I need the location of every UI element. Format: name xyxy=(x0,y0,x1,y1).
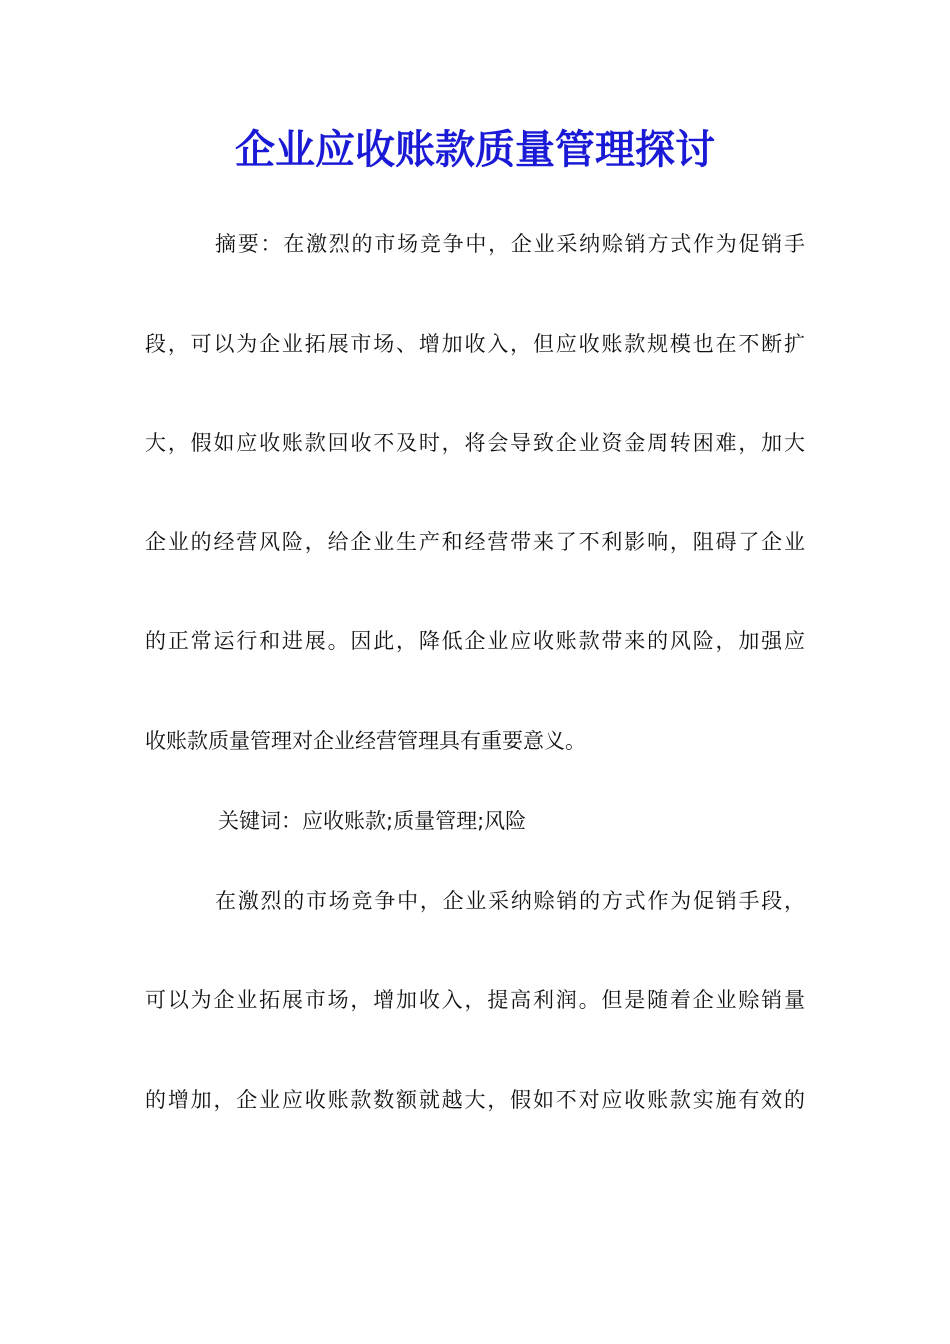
body-line-3: 的增加，企业应收账款数额就越大，假如不对应收账款实施有效的 xyxy=(145,1088,805,1112)
abstract-line-2: 段，可以为企业拓展市场、增加收入，但应收账款规模也在不断扩 xyxy=(145,332,805,356)
body-line-1: 在激烈的市场竞争中，企业采纳赊销的方式作为促销手段， xyxy=(215,889,805,913)
abstract-line-5: 的正常运行和进展。因此，降低企业应收账款带来的风险，加强应 xyxy=(145,629,805,653)
body-line-2: 可以为企业拓展市场，增加收入，提高利润。但是随着企业赊销量 xyxy=(145,988,805,1012)
abstract-line-1: 摘要：在激烈的市场竞争中，企业采纳赊销方式作为促销手 xyxy=(215,232,805,256)
keywords-line: 关键词：应收账款;质量管理;风险 xyxy=(218,809,527,833)
abstract-line-4: 企业的经营风险，给企业生产和经营带来了不利影响，阻碍了企业 xyxy=(145,530,805,554)
abstract-line-6: 收账款质量管理对企业经营管理具有重要意义。 xyxy=(145,729,586,753)
document-title: 企业应收账款质量管理探讨 xyxy=(235,126,715,173)
abstract-line-3: 大，假如应收账款回收不及时，将会导致企业资金周转困难，加大 xyxy=(145,431,805,455)
